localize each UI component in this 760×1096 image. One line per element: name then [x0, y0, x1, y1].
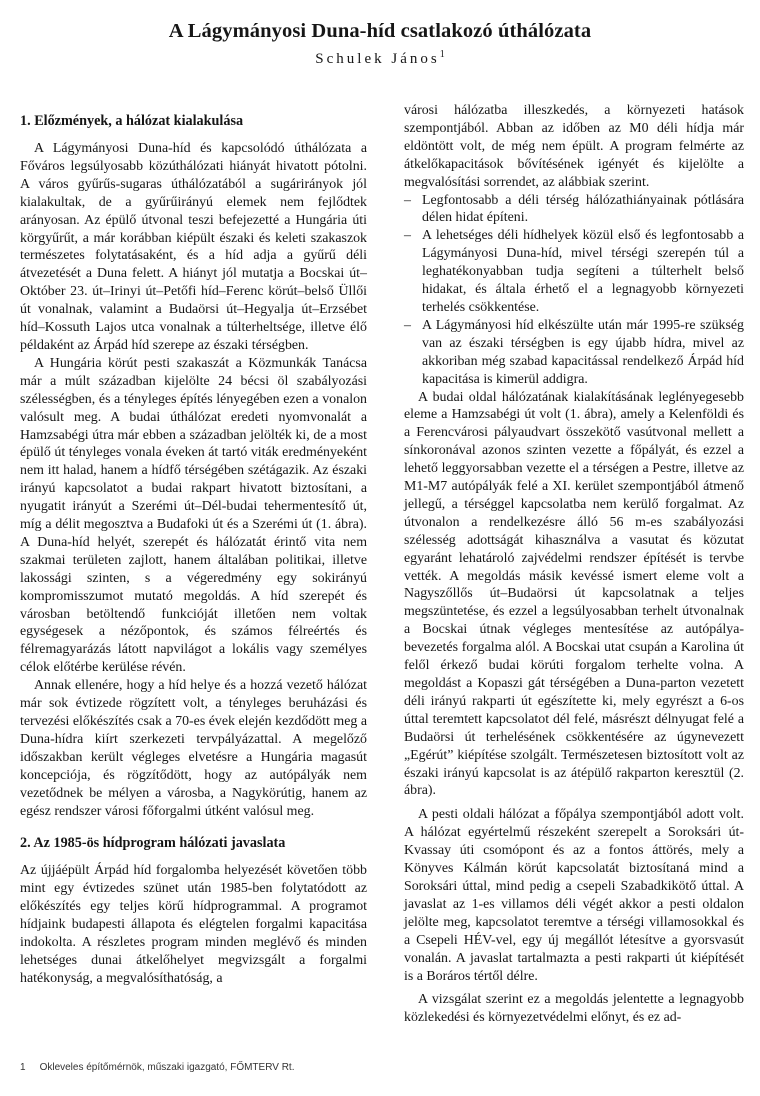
paragraph: A pesti oldali hálózat a főpálya szempontjából adott volt. A hálózat egyértelmű részeként szerepelt a Soroksári út-Kvassay úti csomópont és az a fontos áttörés, mely a Könyves Kálmán körút kapcsolatát biztosítaná mind a Soroksári úttal, mind pedig a csepeli Szabadkikötő úttal. A javaslat az 1-es villamos déli végét akkor a pesti oldalon jelölte meg, kapcsolatot teremtve a térségi villamosokkal és a Csepeli HÉV-vel, egy új megállót létesítve a gyorsvasút vonalán. A javaslat tartalmazta a pesti rakparti út kiépítését is a Boráros tértől délre.: [404, 807, 744, 984]
author-name: Schulek János: [315, 51, 440, 67]
paragraph: városi hálózatba illeszkedés, a környezeti hatások szempontjából. Abban az időben az M0 déli hídja már eldöntött volt, de még nem épült. A program felmérte az átkelőkapacitások bővítésének igényét és kijelölte a megvalósítási sorrendet, az alábbiak szerint.: [404, 103, 744, 190]
bullet-dash: –: [404, 228, 411, 244]
footnote-number: 1: [20, 1062, 26, 1073]
list-item: [404, 192, 744, 228]
two-column-body: [20, 104, 744, 1027]
paragraph: A vizsgálat szerint ez a megoldás jelentette a legnagyobb közlekedési és környezetvédelmi előnyt, és ez ad-: [404, 992, 744, 1026]
list-item-text: Legfontosabb a déli térség hálózathiányainak pótlására délen hidat építeni.: [422, 192, 744, 226]
list-item: [404, 317, 744, 389]
list-item: [404, 227, 744, 317]
section-1-heading: 1. Előzmények, a hálózat kialakulása: [20, 113, 244, 129]
paragraph: A budai oldal hálózatának kialakításának leglényegesebb eleme a Hamzsabégi út volt (1. ábra), amely a Kelenföldi és a Ferencvárosi pályaudvart összekötő vasútvonal mellett a sínkoronával azonos szinten vezette a főpályát, és ezzel a lehető leggyorsabban vezette el a térségen a Pestre, illetve az M1-M7 autópályák felé a XI. kerület szempontjából átmenő jellegű, a térséggel kapcsolatba nem kerülő forgalmat. Az útvonalon a rendelkezésre álló 56 m-es szabályozási szélesség adottságát kihasználva a vasutat és közutat egyaránt lehatároló zajvédelmi rendszer építését is tervbe vették. A megoldás másik kevéssé ismert eleme volt a Nagyszőllős út–Budaörsi út kapcsolatnak a teljes megszüntetése, és ezzel a legsúlyosabban terhelt útvonalnak a Bocskai útnak végleges mentesítése az autópálya-bevezetés forgalma alól. A Bocskai utat csupán a Karolina út felől érkező budai körúti forgalom terhelte volna. A megoldást a Kopaszi gát térségében a Duna-parton vezetett déli irányú rakparti út egészítette ki, mely egyrészt a 6-os úttal teremtett kapcsolatot dél felé, másrészt délnyugat felé a Budaörsi út terhelésének csökkentésére az úgynevezett „Egérút” kiépítése szolgált. Természetesen biztosított volt az északi irányú kapcsolat is az átépülő rakparton keresztül (2. ábra).: [404, 389, 744, 799]
right-column: [404, 102, 744, 1027]
paragraph: Annak ellenére, hogy a híd helye és a hozzá vezető hálózat már sok évtizede rögzített volt, a tényleges beruházási és tervezési előkészítés csak a 70-es évek elején kezdődött meg a Duna-hídra kiírt szerkezeti tervpályázattal. A megelőző időszakban került végleges elvetésre a Hungária magasút koncepciója, és rögzítődött, hogy az autópályák nem vezetődnek be mélyen a városba, a Nagykörútig, hanem az egész rendszer városi főforgalmi útként valósul meg.: [20, 678, 367, 819]
paragraph: A Lágymányosi Duna-híd és kapcsolódó úthálózata a Főváros legsúlyosabb közúthálózati hiányát hivatott pótolni. A város gyűrűs-sugaras úthálózatából a sugárirányok jól kialakultak, de a gyűrűirányú elemek nem fejlődtek arányosan. Az épülő útvonal teszi befejezetté a Hungária úti körgyűrűt, a már korábban kiépült északi és keleti szakaszok természetes folytatásaként, és a híd adja a gyűrű déli átvezetését a Duna felett. A hiányt jól mutatja a Bocskai út–Október 23. út–Irinyi út–Petőfi híd–Ferenc körút–belső Üllői út vonalnak, valamint a Budaörsi út–Hegyalja út–Erzsébet híd–Kossuth Lajos utca vonalnak a túlterheltsége, illetve élő példaként az Árpád híd szerepe az északi térségben.: [20, 141, 367, 353]
author-footnote-mark: 1: [439, 49, 445, 60]
article-title: A Lágymányosi Duna-híd csatlakozó úthálózata: [168, 20, 592, 42]
bullet-dash: –: [404, 192, 411, 208]
bullet-dash: –: [404, 317, 411, 333]
footnote: [20, 1062, 294, 1073]
footnote-text: Okleveles építőmérnök, műszaki igazgató, FŐMTERV Rt.: [39, 1062, 295, 1073]
section-2-heading: 2. Az 1985-ös hídprogram hálózati javaslata: [20, 835, 286, 852]
paragraph: Az újjáépült Árpád híd forgalomba helyezését követően több mint egy évtizedes szünet után 1985-ben folytatódott az előkészítés egy teljes körű hídprogrammal. A programot hídjaink budapesti állapota és elégtelen forgalmi kapacitása indokolta. A részletes program minden meglévő és minden lehetséges dunai átkelőhelyet megvizsgált a forgalmi hatékonyság, a megvalósíthatóság, a: [20, 863, 367, 986]
author-line: [20, 49, 740, 68]
list-item-text: A Lágymányosi híd elkészülte után már 1995-re szükség van az északi térségben is egy újabb hídra, mivel az akkoriban még szabad kapacitással rendelkező Árpád híd kapacitása is kimerül addigra.: [422, 317, 744, 387]
list-item-text: A lehetséges déli hídhelyek közül első és legfontosabb a Lágymányosi Duna-híd, mivel térségi szerepén túl a leghatékonyabban tudja segíteni a túlterhelt belső hidakat, és általa érhető el a legnagyobb környezeti terhelés csökkentése.: [422, 228, 744, 315]
paragraph: A Hungária körút pesti szakaszát a Közmunkák Tanácsa már a múlt században kijelölte 24 bécsi öl szabályozási szélességben, és a tényleges építés lényegében ezen a vonalon valósult meg. A budai úthálózat eredeti nyomvonalát a Hamzsabégi útra már ebben a században jelölték ki, de a most épülő út tényleges vonala éveken át tartó viták eredményeként nem itt halad, hanem a hídfő térségében szétágazik. Az északi irányú kapcsolatot a budai rakpart hivatott biztosítani, a nyugatit irányút a Szerémi út–Dél-budai tehermentesítő út, míg a délit megosztva a Budafoki út és a Szerémi út (1. ábra). A Duna-híd helyét, szerepét és hálózatát érintő vita nem szakmai területen zajlott, hanem általában politikai, illetve lakossági szinten, s a végeredmény egy sokirányú kompromisszumot mutató megoldás. A híd szerepét és városban betöltendő funkcióját illetően nem voltak egységesek a nézőpontok, és számos félreértés és félremagyarázás látott napvilágot a lokális vagy személyes célok előtérbe kerülése révén.: [20, 355, 367, 676]
left-column: [20, 104, 367, 1027]
